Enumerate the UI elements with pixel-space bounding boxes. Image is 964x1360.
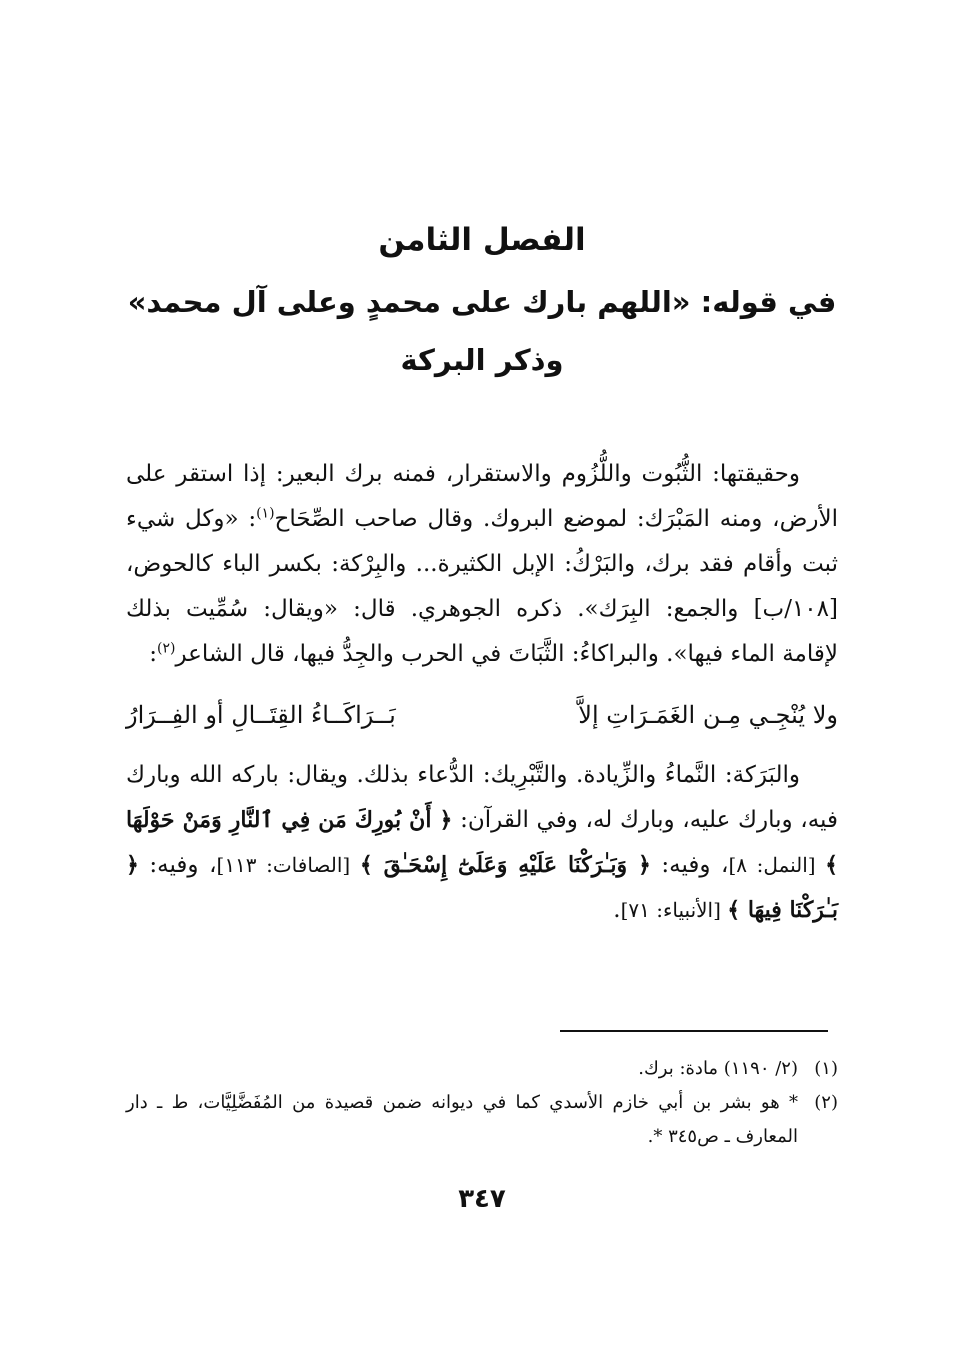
footnotes-section xyxy=(126,1052,838,1154)
page-number: ٣٤٧ xyxy=(458,1184,506,1214)
quran-quote-1: ﴿ أَنْ بُورِكَ مَن فِي ٱلنَّارِ وَمَنْ حَوْلَهَا ﴾ xyxy=(126,807,839,878)
footnote-ref-2: (٢) xyxy=(157,640,176,657)
footnote-2 xyxy=(126,1086,838,1154)
poetry-verse xyxy=(126,691,838,739)
chapter-title: الفصل الثامن xyxy=(378,222,586,258)
footnote-1-number: (١) xyxy=(814,1058,838,1079)
paragraph-2-part-a: والبَرَكة: النَّماءُ والزِّيادة. والتَّبْرِيك: الدُّعاء بذلك. ويقال: باركه الله وبارك فيه، وبارك عليه، وبارك له، وفي القرآن: xyxy=(126,762,838,833)
quran-quote-2: ﴿ وَبَـٰرَكْنَا عَلَيْهِ وَعَلَىٰٓ إِسْحَـٰقَ ﴾ xyxy=(359,852,651,878)
paragraph-1-part-c: : xyxy=(149,641,158,667)
chapter-subtitle-line-1: في قوله: «اللهم بارك على محمدٍ وعلى آل محمد» xyxy=(127,285,837,319)
footnote-ref-1: (١) xyxy=(256,505,275,522)
paragraph-2 xyxy=(126,753,838,933)
quran-reference-3: [الأنبياء: ٧١] xyxy=(620,898,728,922)
verse-hemistich-1: ولا يُنْجِـي مِـن الغَمَـرَاتِ إلاَّ xyxy=(578,701,838,729)
quran-reference-1: [النمل: ٨] xyxy=(728,853,826,877)
footnote-1 xyxy=(126,1052,838,1086)
footnote-divider xyxy=(560,1030,828,1032)
main-body-text xyxy=(126,452,838,933)
chapter-subtitle-line-2: وذكر البركة xyxy=(400,343,564,377)
paragraph-2-part-c: ، وفيه: xyxy=(138,852,217,878)
paragraph-1-part-b: : «وكل شيء ثبت وأقام فقد برك، والبَرْكُ: الإبل الكثيرة... والبِرْكة: بكسر الباء كالحوض، [١٠٨/ب] والجمع: البِرَك». ذكره الجوهري. قال: «ويقال: سُمِّيت بذلك لإقامة الماء فيها». والبراكاءُ: الثَّبَاتَ في الحرب والجِدُّ فيها، قال الشاعر xyxy=(126,506,838,667)
footnote-2-text: * هو بشر بن أبي خازم الأسدي كما في ديوانه ضمن قصيدة من المُفَضَّلِيَّات، ط ـ دار المعارف ـ ص٣٤٥ *. xyxy=(126,1092,798,1147)
footnote-2-number: (٢) xyxy=(814,1092,838,1113)
paragraph-2-part-b: ، وفيه: xyxy=(650,852,729,878)
footnote-1-text: (٢/ ١١٩٠) مادة: برك. xyxy=(638,1058,798,1079)
paragraph-1 xyxy=(126,452,838,677)
paragraph-1-part-a: وحقيقتها: الثُّبُوت واللُّزُوم والاستقرار، فمنه برك البعير: إذا استقر على الأرض، ومنه المَبْرَك: لموضع البروك. وقال صاحب الصِّحَاح xyxy=(126,461,838,532)
verse-hemistich-2: بَــرَاكَــاءُ القِتَــالِ أو الفِــرَارُ xyxy=(126,701,396,729)
quran-reference-2: [الصافات: ١١٣] xyxy=(216,853,360,877)
paragraph-2-part-d: . xyxy=(613,897,621,923)
chapter-subtitle xyxy=(90,273,874,389)
quran-quote-3: ﴿ بَـٰرَكْنَا فِيهَا ﴾ xyxy=(126,852,838,923)
